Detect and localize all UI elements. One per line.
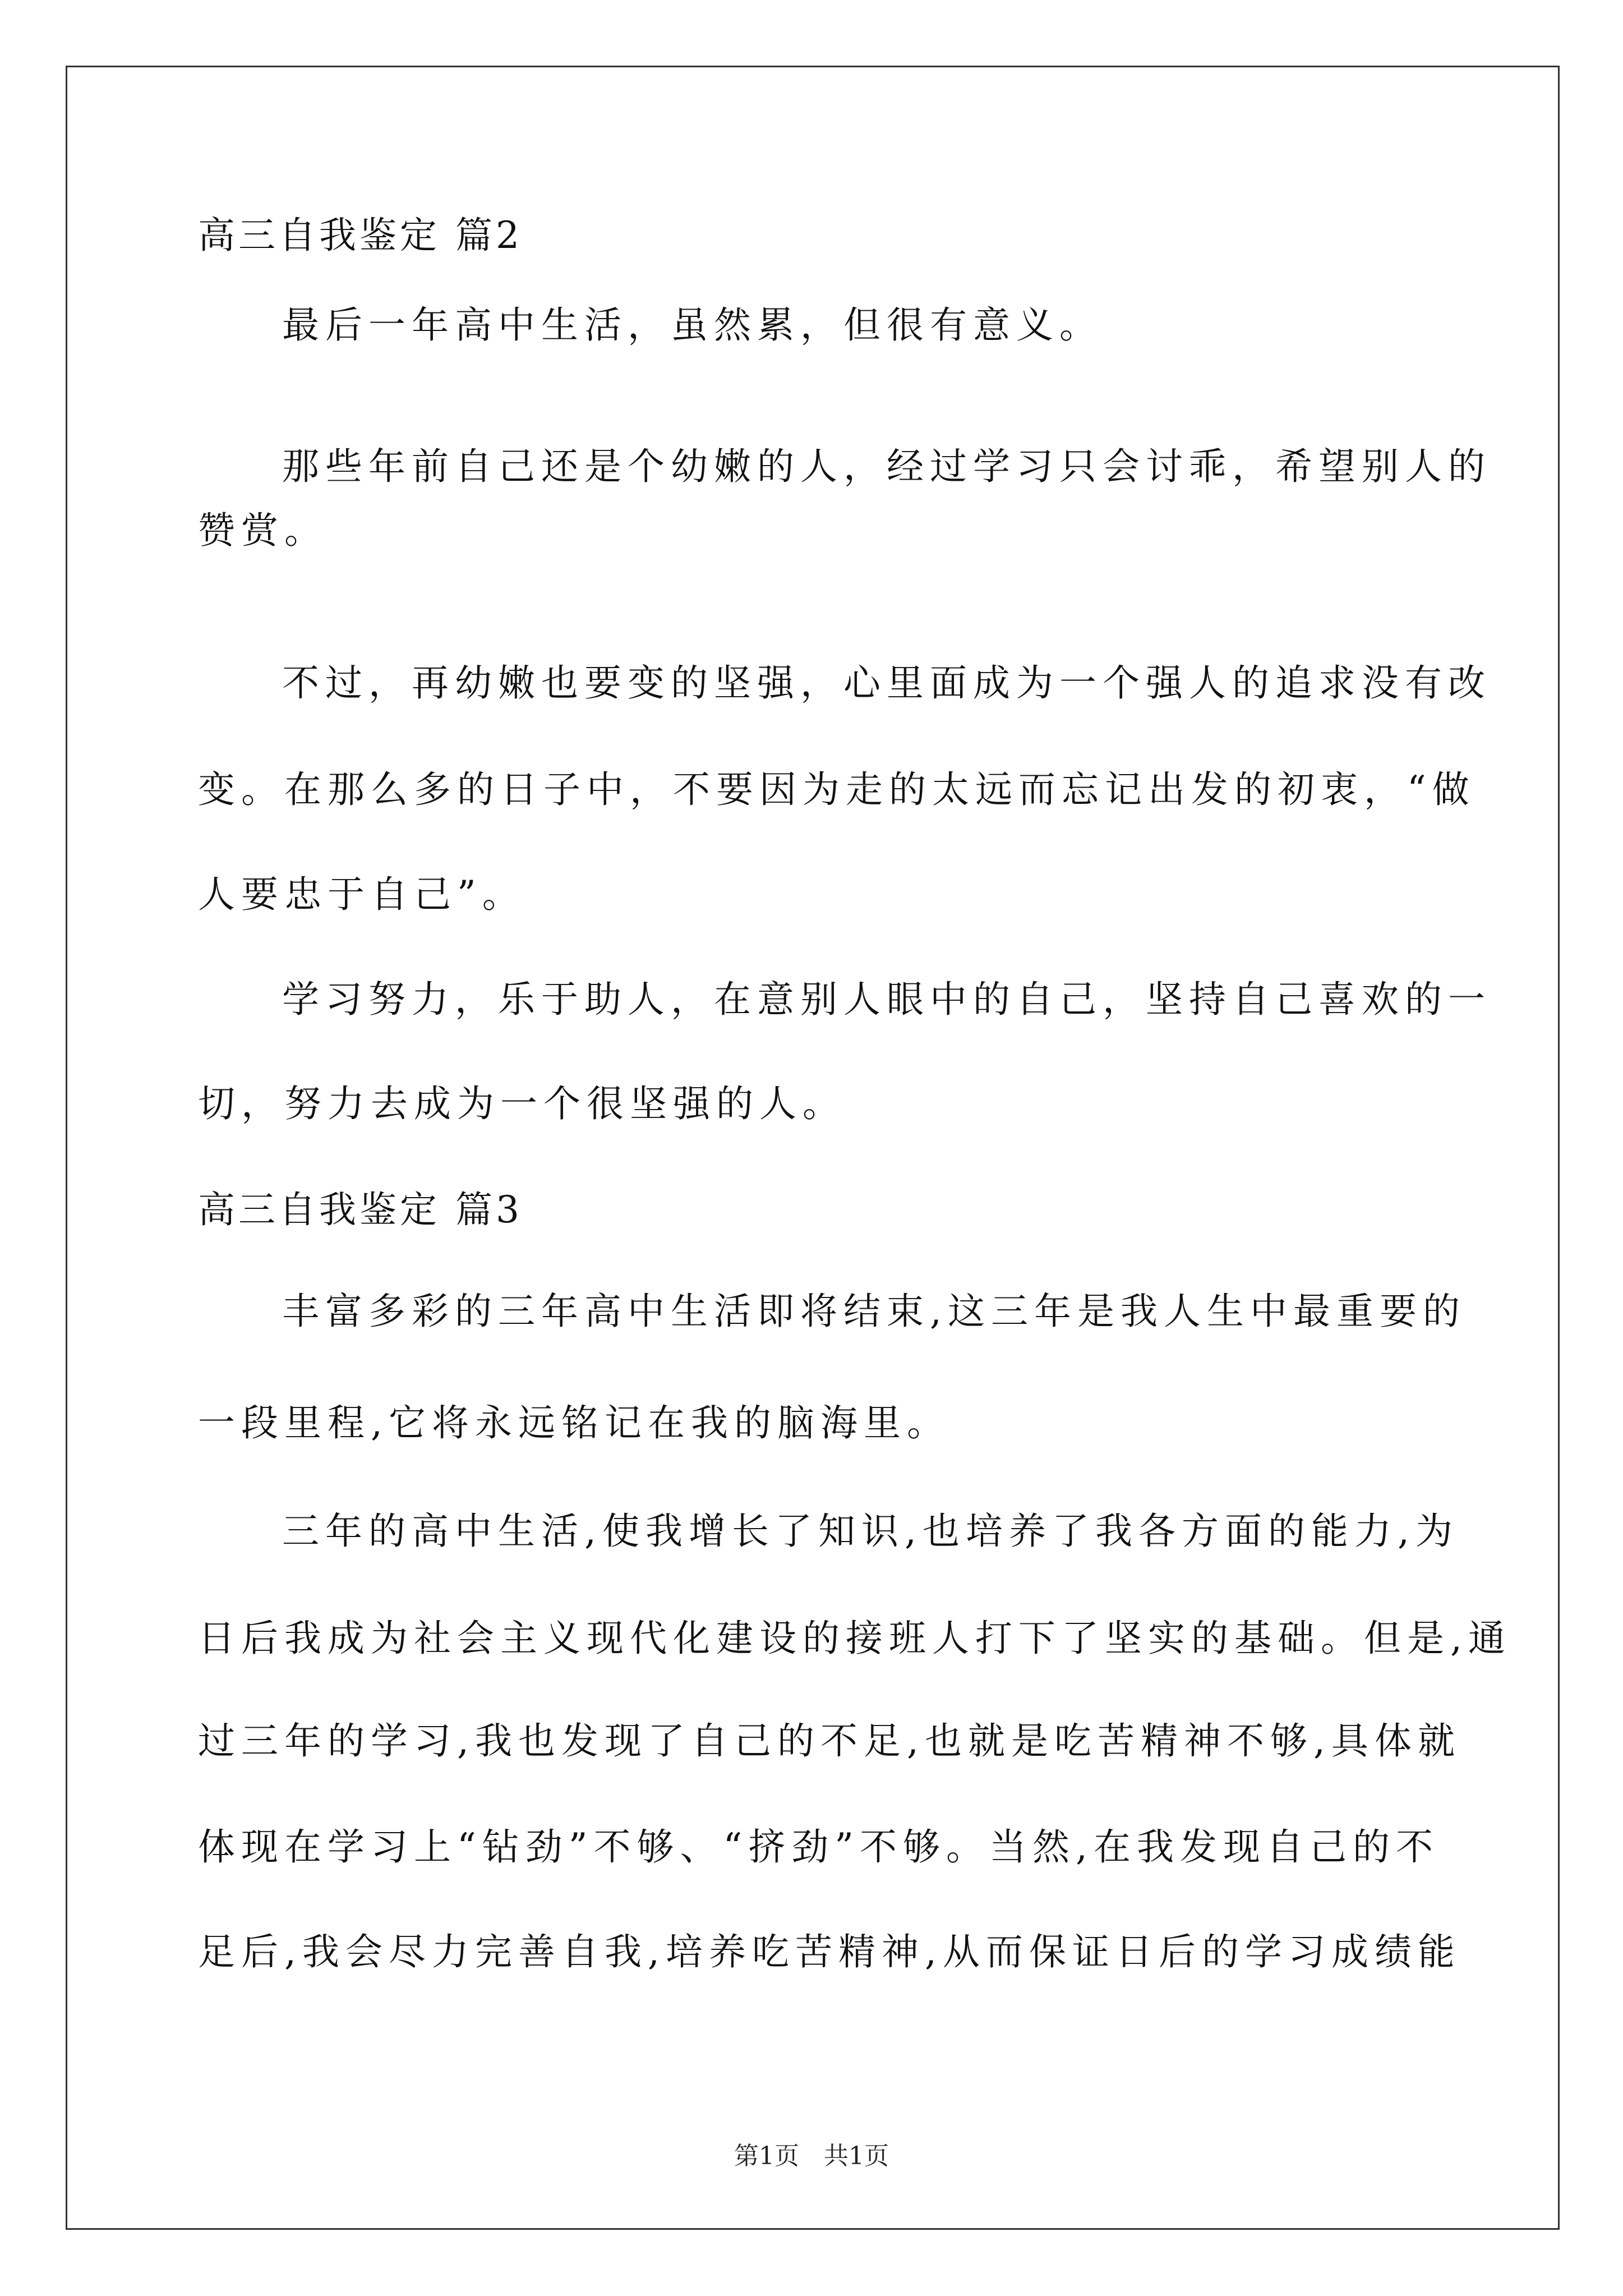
paragraph-line: 变。在那么多的日子中，不要因为走的太远而忘记出发的初衷，“做 [198, 768, 1476, 811]
section-heading-2: 高三自我鉴定 篇2 [198, 214, 523, 257]
paragraph-line: 一段里程,它将永远铭记在我的脑海里。 [198, 1401, 950, 1444]
page-border [66, 66, 1560, 2230]
paragraph-line: 日后我成为社会主义现代化建设的接班人打下了坚实的基础。但是,通 [198, 1617, 1511, 1660]
paragraph-line: 最后一年高中生活，虽然累，但很有意义。 [282, 303, 1103, 347]
paragraph-line: 不过，再幼嫩也要变的坚强，心里面成为一个强人的追求没有改 [282, 661, 1491, 705]
paragraph-line: 丰富多彩的三年高中生活即将结束,这三年是我人生中最重要的 [282, 1290, 1466, 1333]
paragraph-line: 赞赏。 [198, 509, 328, 552]
paragraph-line: 那些年前自己还是个幼嫩的人，经过学习只会讨乖，希望别人的 [282, 445, 1491, 488]
paragraph-line: 人要忠于自己”。 [198, 873, 525, 916]
paragraph-line: 切，努力去成为一个很坚强的人。 [198, 1082, 846, 1125]
page-total: 共1页 [824, 2142, 889, 2170]
page-number: 第1页 [734, 2142, 799, 2170]
paragraph-line: 足后,我会尽力完善自我,培养吃苦精神,从而保证日后的学习成绩能 [198, 1930, 1461, 1973]
paragraph-line: 过三年的学习,我也发现了自己的不足,也就是吃苦精神不够,具体就 [198, 1719, 1461, 1763]
page-footer [0, 2141, 1623, 2172]
paragraph-line: 学习努力，乐于助人，在意别人眼中的自己，坚持自己喜欢的一 [282, 978, 1491, 1021]
section-heading-3: 高三自我鉴定 篇3 [198, 1188, 523, 1231]
paragraph-line: 三年的高中生活,使我增长了知识,也培养了我各方面的能力,为 [282, 1510, 1459, 1553]
paragraph-line: 体现在学习上“钻劲”不够、“挤劲”不够。当然,在我发现自己的不 [198, 1825, 1439, 1869]
